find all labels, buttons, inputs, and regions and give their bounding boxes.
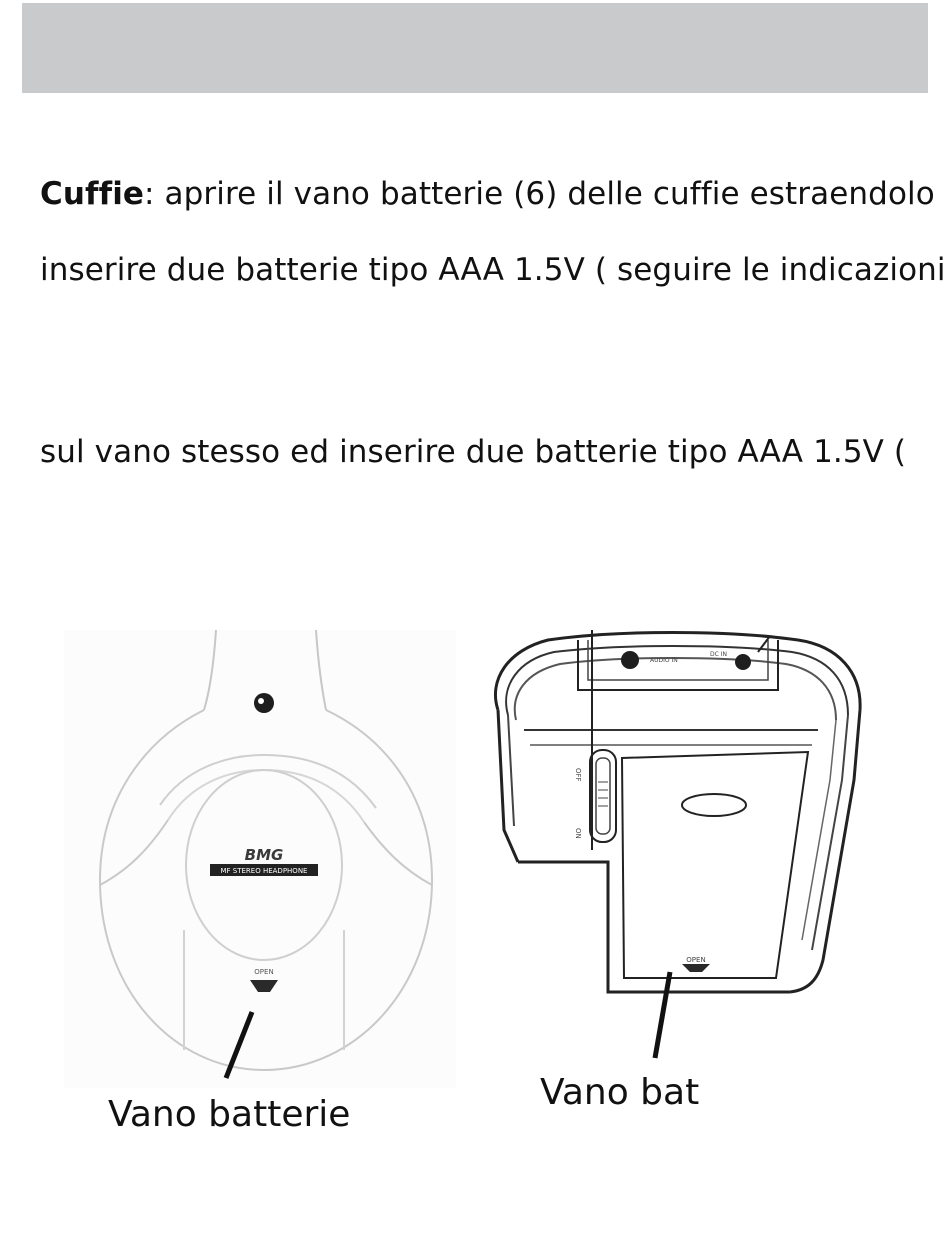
header-band (22, 3, 928, 93)
headphone-battery-illustration (64, 630, 456, 1088)
transmitter-battery-illustration (478, 600, 868, 1070)
transmitter-switch-bottom-label: ON (574, 828, 582, 839)
transmitter-port-left-label: AUDIO IN (650, 657, 678, 664)
instruction-line-1-text: : aprire il vano batterie (6) delle cuffie estraendolo (144, 176, 935, 212)
headphone-logo-text: BMG (244, 846, 284, 864)
instruction-line-2: inserire due batterie tipo AAA 1.5V ( seguire le indicazioni (40, 252, 946, 288)
caption-vano-batterie: Vano batterie (108, 1094, 351, 1135)
transmitter-switch-top-label: OFF (574, 768, 582, 782)
headphone-latch-text: OPEN (254, 968, 274, 976)
caption-vano-bat: Vano bat (540, 1072, 700, 1113)
transmitter-latch-text: OPEN (686, 956, 706, 964)
instruction-line-1 (40, 175, 935, 213)
cuffie-heading: Cuffie (40, 176, 145, 212)
headphone-logo-band-text: MF STEREO HEADPHONE (220, 867, 308, 875)
instruction-line-3: sul vano stesso ed inserire due batterie tipo AAA 1.5V ( (40, 434, 907, 470)
transmitter-port-right-label: DC IN (710, 651, 727, 658)
